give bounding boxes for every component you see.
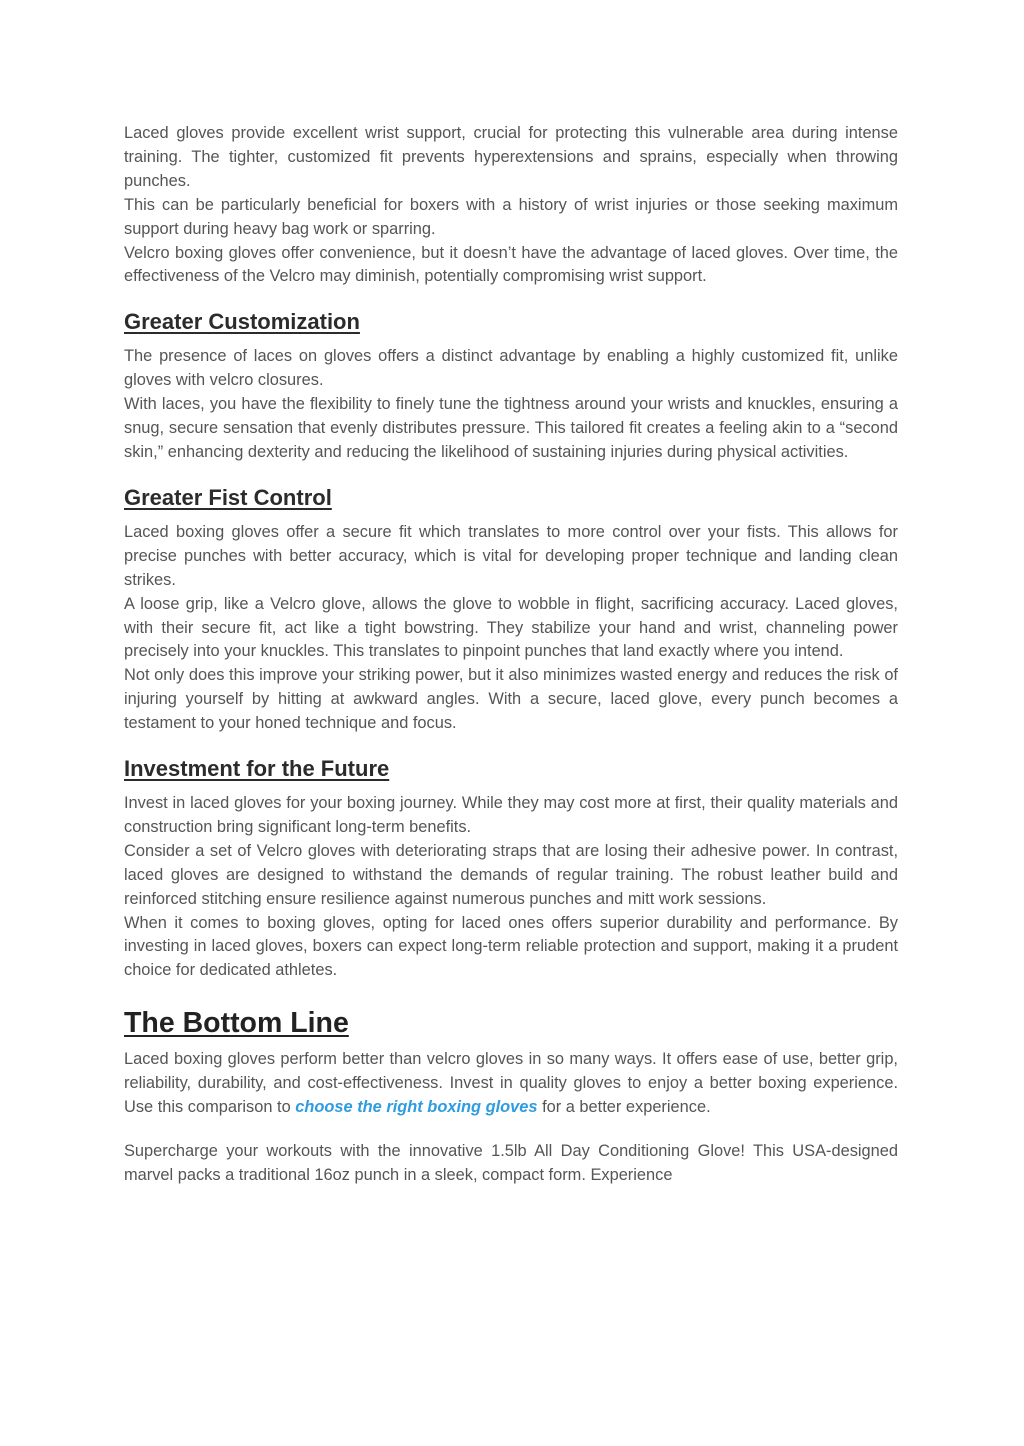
fist-control-paragraph-1: Laced boxing gloves offer a secure fit which translates to more control over your fists. This allows for precise punches with better accuracy, which is vital for developing proper technique and landing clean strikes. <box>124 522 898 589</box>
document-page <box>124 122 898 1188</box>
investment-paragraph-1: Invest in laced gloves for your boxing journey. While they may cost more at first, their quality materials and construction bring significant long-term benefits. <box>124 794 898 836</box>
intro-paragraph-2: This can be particularly beneficial for boxers with a history of wrist injuries or those seeking maximum support during heavy bag work or sparring. <box>124 195 898 238</box>
choose-gloves-link[interactable]: choose the right boxing gloves <box>295 1098 538 1117</box>
section-heading-investment: Investment for the Future <box>124 756 390 782</box>
section-heading-customization: Greater Customization <box>124 309 360 335</box>
investment-paragraph-2: Consider a set of Velcro gloves with deteriorating straps that are losing their adhesive power. In contrast, laced gloves are designed to withstand the demands of regular training. The robust leather build and reinforced stitching ensure resilience against numerous punches and mitt work sessions. <box>124 841 898 908</box>
intro-paragraph-1: Laced gloves provide excellent wrist support, crucial for protecting this vulnerable area during intense training. The tighter, customized fit prevents hyperextensions and sprains, especially when throwing punches. <box>124 124 898 190</box>
fist-control-paragraph-3: Not only does this improve your striking power, but it also minimizes wasted energy and reduces the risk of injuring yourself by hitting at awkward angles. With a secure, laced glove, every punch becomes a testament to your honed technique and focus. <box>124 666 898 733</box>
fist-control-paragraph-2: A loose grip, like a Velcro glove, allows the glove to wobble in flight, sacrificing accuracy. Laced gloves, with their secure fit, act like a tight bowstring. They stabilize your hand and wrist, channeling power precisely into your knuckles. This translates to pinpoint punches that land exactly where you intend. <box>124 594 898 661</box>
bottom-line-text-before-link: Laced boxing gloves perform better than velcro gloves in so many ways. It offers ease of use, better grip, reliability, durability, and cost-effectiveness. Invest in quality gloves to enjoy a better boxing experience. Use this comparison to <box>124 1050 898 1117</box>
section-heading-bottom-line: The Bottom Line <box>124 1007 349 1040</box>
customization-paragraph-2: With laces, you have the flexibility to finely tune the tightness around your wrists and knuckles, ensuring a snug, secure sensation that evenly distributes pressure. This tailored fit creates a feeling akin to a “second skin,” enhancing dexterity and reducing the likelihood of sustaining injuries during physical activities. <box>124 395 898 461</box>
customization-paragraph-1: The presence of laces on gloves offers a distinct advantage by enabling a highly customized fit, unlike gloves with velcro closures. <box>124 347 898 390</box>
bottom-line-paragraph-1 <box>124 1048 898 1120</box>
intro-paragraph-3: Velcro boxing gloves offer convenience, but it doesn’t have the advantage of laced gloves. Over time, the effectiveness of the Velcro may diminish, potentially compromising wrist support. <box>124 243 898 286</box>
section-heading-fist-control: Greater Fist Control <box>124 484 332 510</box>
bottom-line-paragraph-2: Supercharge your workouts with the innovative 1.5lb All Day Conditioning Glove! This USA-designed marvel packs a traditional 16oz punch in a sleek, compact form. Experience <box>124 1142 898 1184</box>
investment-paragraph-3: When it comes to boxing gloves, opting for laced ones offers superior durability and performance. By investing in laced gloves, boxers can expect long-term reliable protection and support, making it a prudent choice for dedicated athletes. <box>124 913 898 980</box>
bottom-line-text-after-link: for a better experience. <box>537 1098 711 1117</box>
